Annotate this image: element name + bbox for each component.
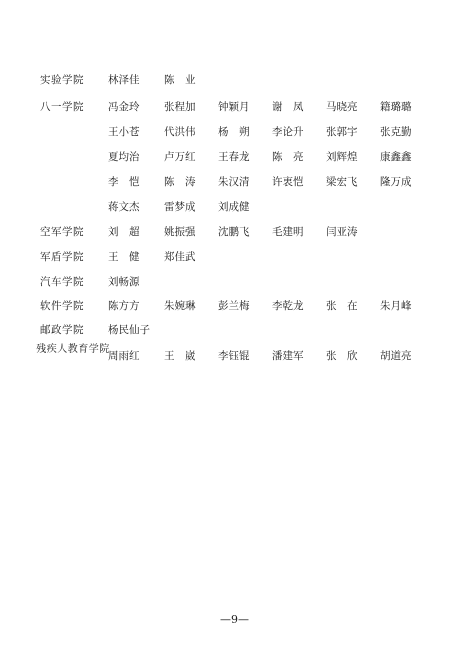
student-name: 林泽佳 bbox=[108, 74, 140, 86]
student-name: 陈 业 bbox=[164, 74, 196, 86]
student-name: 王春龙 bbox=[218, 151, 250, 163]
student-name: 卢万红 bbox=[164, 151, 196, 163]
student-name: 沈鹏飞 bbox=[218, 226, 250, 238]
student-name: 蒋文杰 bbox=[108, 201, 140, 213]
student-name: 毛建明 bbox=[272, 226, 304, 238]
student-name: 张 欣 bbox=[326, 350, 358, 362]
student-name: 刘成健 bbox=[218, 201, 250, 213]
student-name: 冯金玲 bbox=[108, 101, 140, 113]
student-name: 刘 超 bbox=[108, 226, 140, 238]
college-row bbox=[0, 321, 469, 339]
college-label: 残疾人教育学院 bbox=[36, 344, 110, 355]
student-name: 王 崴 bbox=[164, 350, 196, 362]
college-row bbox=[0, 71, 469, 89]
student-name: 隆万成 bbox=[380, 176, 412, 188]
student-name: 李钰锟 bbox=[218, 350, 250, 362]
college-label: 邮政学院 bbox=[40, 324, 84, 336]
student-name: 杨 朔 bbox=[218, 126, 250, 138]
student-name: 籍璐璐 bbox=[380, 101, 412, 113]
student-name: 王 健 bbox=[108, 251, 140, 263]
student-name: 李 恺 bbox=[108, 176, 140, 188]
student-name: 许衷恺 bbox=[272, 176, 304, 188]
college-row bbox=[0, 273, 469, 291]
student-name: 张 在 bbox=[326, 300, 358, 312]
student-name: 陈 亮 bbox=[272, 151, 304, 163]
student-name: 王小苍 bbox=[108, 126, 140, 138]
college-label: 实验学院 bbox=[40, 74, 84, 86]
college-label: 军盾学院 bbox=[40, 251, 84, 263]
college-row bbox=[0, 344, 469, 365]
college-label: 空军学院 bbox=[40, 226, 84, 238]
college-row bbox=[0, 148, 469, 166]
student-name: 李论升 bbox=[272, 126, 304, 138]
student-name: 朱月峰 bbox=[380, 300, 412, 312]
student-name: 康鑫鑫 bbox=[380, 151, 412, 163]
page-number: —9— bbox=[220, 613, 249, 626]
student-name: 郑佳武 bbox=[164, 251, 196, 263]
college-row bbox=[0, 297, 469, 315]
student-name: 张郭宇 bbox=[326, 126, 358, 138]
student-name: 朱婉琳 bbox=[164, 300, 196, 312]
student-name: 闫亚涛 bbox=[326, 226, 358, 238]
student-name: 姚振强 bbox=[164, 226, 196, 238]
student-name: 谢 凤 bbox=[272, 101, 304, 113]
college-row bbox=[0, 98, 469, 116]
college-row bbox=[0, 123, 469, 141]
student-name: 周雨红 bbox=[108, 350, 140, 362]
student-name: 刘畅源 bbox=[108, 276, 140, 288]
student-name: 张克勤 bbox=[380, 126, 412, 138]
student-name: 代洪伟 bbox=[164, 126, 196, 138]
college-row bbox=[0, 173, 469, 191]
student-name: 潘建军 bbox=[272, 350, 304, 362]
college-row bbox=[0, 248, 469, 266]
student-name: 陈 涛 bbox=[164, 176, 196, 188]
student-name: 彭兰梅 bbox=[218, 300, 250, 312]
student-name: 李乾龙 bbox=[272, 300, 304, 312]
student-name: 陈方方 bbox=[108, 300, 140, 312]
student-name: 胡道亮 bbox=[380, 350, 412, 362]
college-label: 软件学院 bbox=[40, 300, 84, 312]
student-name: 马晓亮 bbox=[326, 101, 358, 113]
student-name: 刘辉煌 bbox=[326, 151, 358, 163]
student-name: 张程加 bbox=[164, 101, 196, 113]
college-row bbox=[0, 198, 469, 216]
student-name: 夏均治 bbox=[108, 151, 140, 163]
student-name: 杨民仙子 bbox=[108, 324, 150, 336]
college-label: 汽车学院 bbox=[40, 276, 84, 288]
college-label: 八一学院 bbox=[40, 101, 84, 113]
college-row bbox=[0, 223, 469, 241]
student-name: 钟颖月 bbox=[218, 101, 250, 113]
student-name: 朱汉清 bbox=[218, 176, 250, 188]
student-name: 雷梦成 bbox=[164, 201, 196, 213]
student-name: 梁宏飞 bbox=[326, 176, 358, 188]
